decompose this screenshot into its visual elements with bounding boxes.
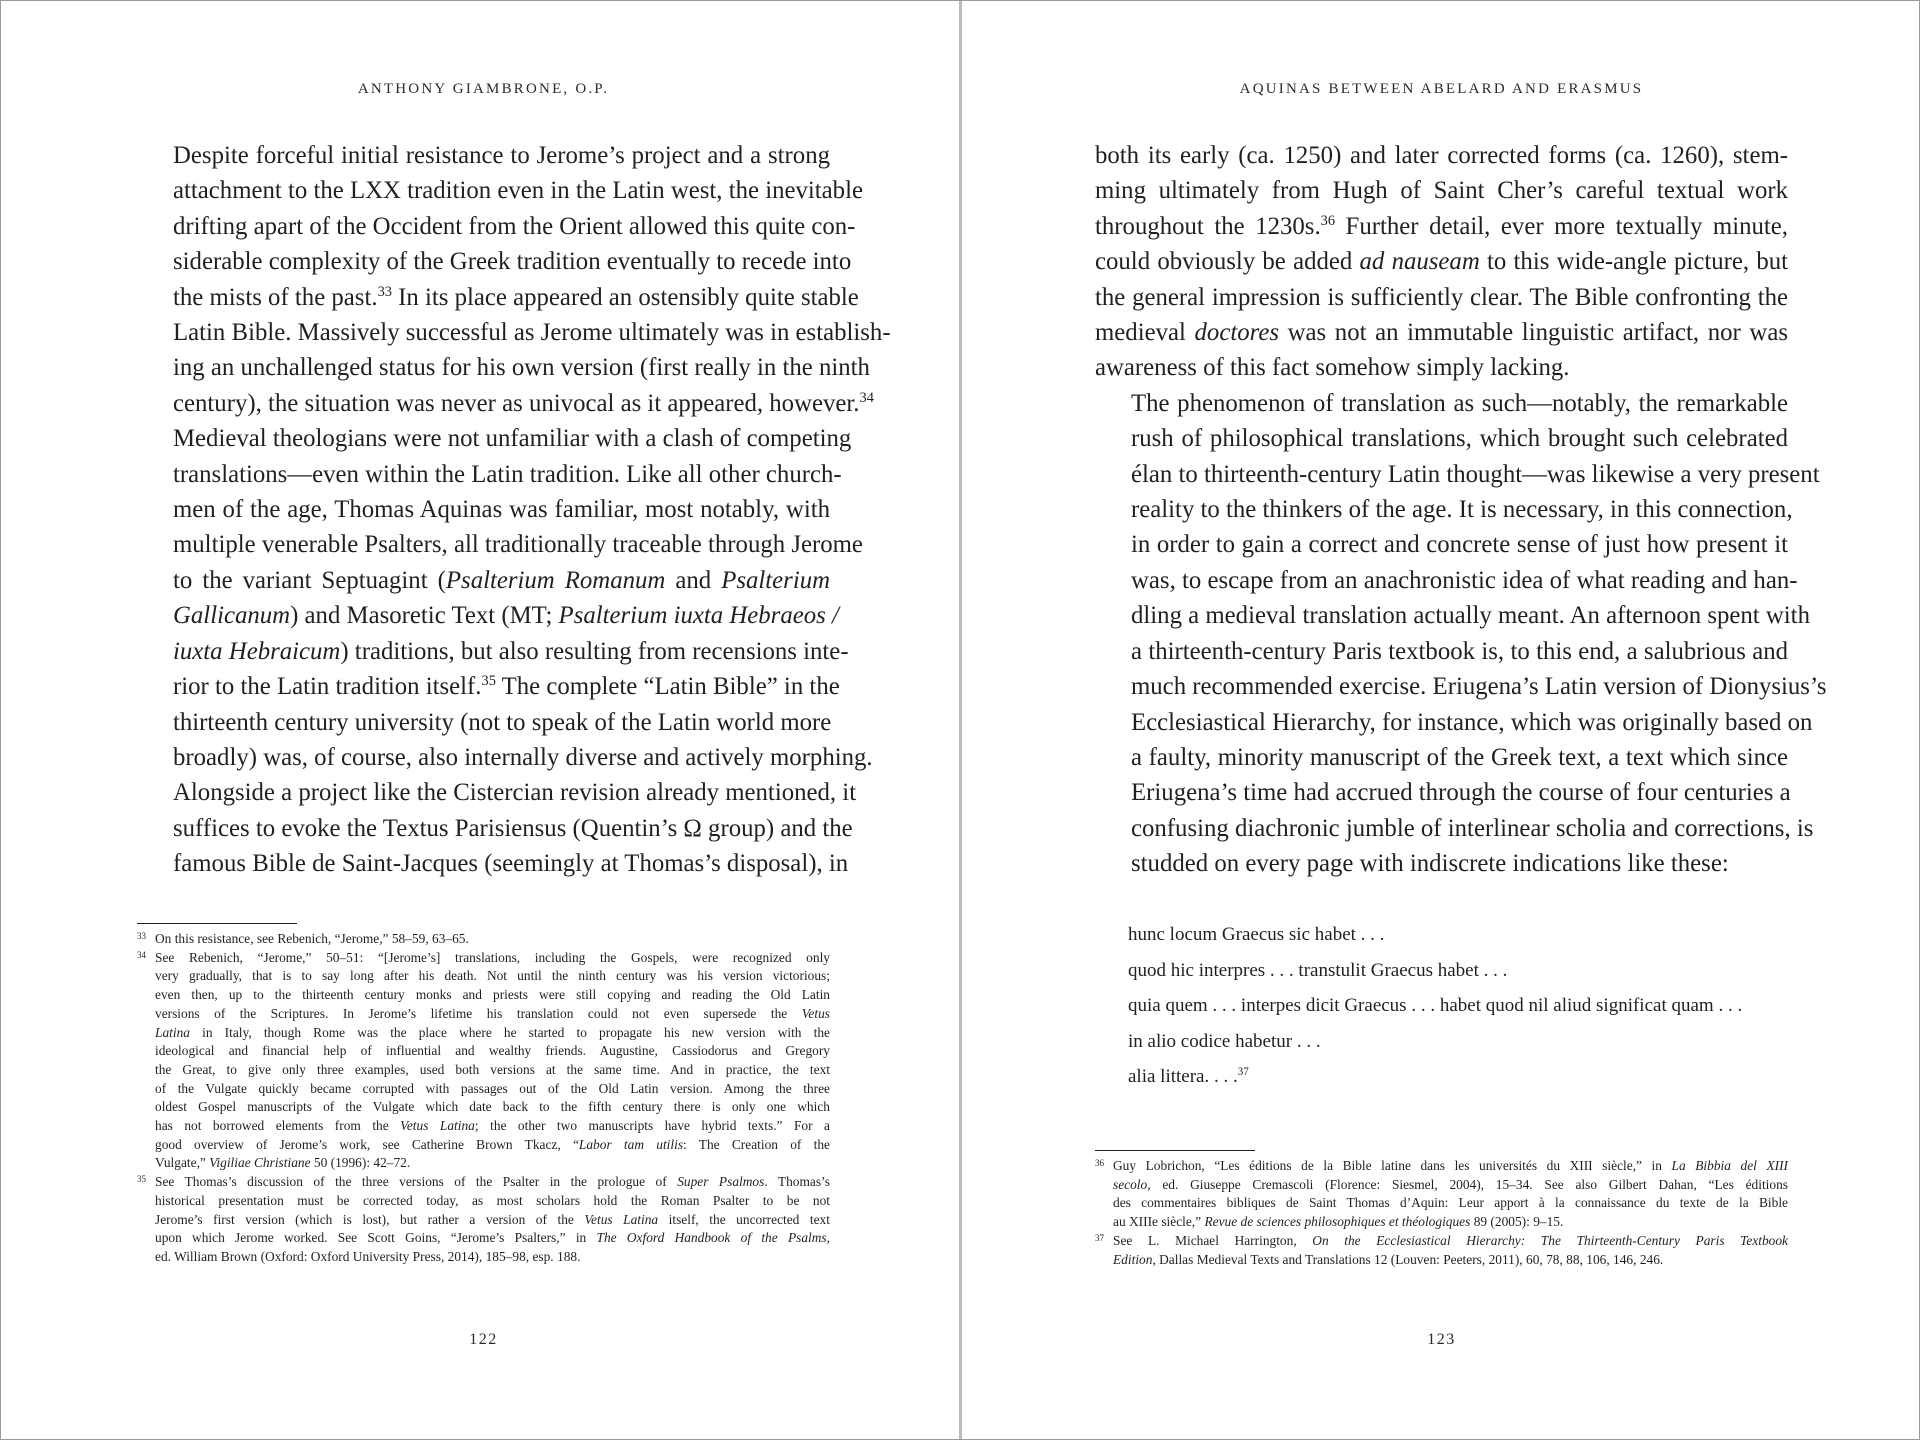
footnote-ref-36: 36 xyxy=(1320,212,1336,229)
text-line: siderable complexity of the Greek tradition eventually to recede into xyxy=(173,248,852,276)
page-number-right: 123 xyxy=(1427,1331,1456,1348)
text-line: élan to thirteenth-century Latin thought—was likewise a very present xyxy=(1131,460,1820,488)
footnotes-left xyxy=(137,930,830,1267)
footnotes-right xyxy=(1095,1157,1788,1269)
text-line: reality to the thinkers of the age. It is necessary, in this connection, xyxy=(1131,496,1793,524)
text-line: Medieval theologians were not unfamiliar with a clash of competing xyxy=(173,425,852,453)
page-number-left: 122 xyxy=(469,1331,498,1348)
text-line: confusing diachronic jumble of interlinear scholia and corrections, is xyxy=(1131,814,1814,842)
text-line: ing an unchallenged status for his own version (first really in the ninth xyxy=(173,354,870,382)
gutter xyxy=(959,1,962,1439)
text-line: both its early (ca. 1250) and later corrected forms (ca. 1260), stem- xyxy=(1095,142,1788,169)
text-line: much recommended exercise. Eriugena’s Latin version of Dionysius’s xyxy=(1131,673,1827,701)
right-page xyxy=(1095,1,1827,1439)
text-line: ming ultimately from Hugh of Saint Cher’s careful textual work xyxy=(1095,177,1788,205)
quote-line: quia quem . . . interpes dicit Graecus . . . habet quod nil aliud significat quam . . . xyxy=(1128,995,1743,1017)
text-line: a faulty, minority manuscript of the Greek text, a text which since xyxy=(1131,743,1788,771)
left-page xyxy=(137,1,891,1439)
text-line: Gallicanum) and Masoretic Text (MT; Psalterium iuxta Hebraeos / xyxy=(173,602,839,630)
text-line: dling a medieval translation actually meant. An afternoon spent with xyxy=(1131,602,1810,630)
running-head-left: ANTHONY GIAMBRONE, O.P. xyxy=(357,81,610,97)
quote-line: in alio codice habetur . . . xyxy=(1128,1030,1321,1052)
text-line: Alongside a project like the Cistercian revision already mentioned, it xyxy=(173,779,857,807)
text-line: to the variant Septuagint (Psalterium Romanum and Psalterium xyxy=(173,566,831,594)
footnote-ref-33: 33 xyxy=(377,283,392,300)
text-line: throughout the 1230s.$^{36}$ Further detail, ever more textually minute, xyxy=(1095,212,1788,240)
footnote-rule xyxy=(1095,1150,1255,1151)
text-line: translations—even within the Latin tradition. Like all other church- xyxy=(173,460,842,488)
running-head-right: AQUINAS BETWEEN ABELARD AND ERASMUS xyxy=(1239,81,1644,97)
text-line: broadly) was, of course, also internally diverse and actively morphing. xyxy=(173,743,873,771)
text-line: the general impression is sufficiently clear. The Bible confronting the xyxy=(1095,283,1788,311)
text-line: rior to the Latin tradition itself.$^{35}$ The complete “Latin Bible” in the xyxy=(173,673,840,701)
text-line: multiple venerable Psalters, all traditionally traceable through Jerome xyxy=(173,531,863,559)
text-line: famous Bible de Saint-Jacques (seemingly at Thomas’s disposal), in xyxy=(173,850,849,878)
footnote-37: 37 See L. Michael Harrington, On the Ecclesiastical Hierarchy: The Thirteenth-Century Paris Textbook Edition, Dallas Medieval Texts and Translations 12 (Louven: Peeters, 2011), 60, 78, 88, 106, 146, 246. xyxy=(1095,1232,1788,1267)
quote-line: alia littera. . . .$^{37}$ xyxy=(1128,1066,1249,1088)
text-line: men of the age, Thomas Aquinas was familiar, most notably, with xyxy=(173,496,830,524)
text-line: medieval doctores was not an immutable linguistic artifact, nor was xyxy=(1095,319,1788,347)
text-line: awareness of this fact somehow simply lacking. xyxy=(1095,354,1570,382)
text-line: attachment to the LXX tradition even in the Latin west, the inevitable xyxy=(173,177,863,205)
text-line: iuxta Hebraicum) traditions, but also resulting from recensions inte- xyxy=(173,637,849,665)
left-body-text xyxy=(137,138,891,882)
footnote-33: 33 On this resistance, see Rebenich, “Jerome,” 58–59, 63–65. xyxy=(137,931,469,946)
right-body-text xyxy=(1095,138,1827,882)
text-line: Ecclesiastical Hierarchy, for instance, which was originally based on xyxy=(1131,708,1813,736)
text-line: The phenomenon of translation as such—notably, the remarkable xyxy=(1131,389,1788,417)
footnote-ref-37: 37 xyxy=(1237,1066,1249,1079)
text-line: Eriugena’s time had accrued through the course of four centuries a xyxy=(1131,779,1791,807)
quote-line: quod hic interpres . . . transtulit Graecus habet . . . xyxy=(1128,959,1508,981)
footnote-34: 34 See Rebenich, “Jerome,” 50–51: “[Jerome’s] translations, including the Gospels, were recognized only very gradually, that is to say long after his death. Not until the ninth century was his version victorious; even then, up to the thirteenth century monks and priests were still copying and reading the Old Latin versions of the Scriptures. In Jerome’s lifetime his translation could not even supersede the Vetus Latina in Italy, though Rome was the place where he started to propagate his new version with the ideological and financial help of influential and wealthy friends. Augustine, Cassiodorus and Gregory the Great, to give only three examples, used both versions at the same time. And in practice, the text of the Vulgate quickly became corrupted with passages out of the Old Latin version. Among the three oldest Gospel manuscripts of the Vulgate which date back to the fifth century there is only one which has not borrowed elements from the Vetus Latina; the other two manuscripts have hybrid texts.” For a good overview of Jerome’s work, see Catherine Brown Tkacz, “Labor tam utilis: The Creation of the Vulgate,” Vigiliae Christiane 50 (1996): 42–72. xyxy=(137,949,830,1171)
footnote-36: 36 Guy Lobrichon, “Les éditions de la Bible latine dans les universités du XIII siècle,” in La Bibbia del XIII secolo, ed. Giuseppe Cremascoli (Florence: Siesmel, 2004), 15–34. See also Gilbert Dahan, “Les éditions des commentaires bibliques de Saint Thomas d’Aquin: Leur apport à la connaissance du texte de la Bible au XIIIe siècle,” Revue de sciences philosophiques et théologiques 89 (2005): 9–15. xyxy=(1095,1158,1789,1230)
footnote-ref-34: 34 xyxy=(859,389,874,406)
text-line: century), the situation was never as univocal as it appeared, however.$^{34}$ xyxy=(173,389,874,417)
quote-line: hunc locum Graecus sic habet . . . xyxy=(1128,924,1385,945)
footnote-rule xyxy=(137,923,297,924)
text-line: in order to gain a correct and concrete sense of just how present it xyxy=(1131,531,1788,559)
text-line: could obviously be added ad nauseam to this wide-angle picture, but xyxy=(1095,248,1789,276)
text-line: drifting apart of the Occident from the Orient allowed this quite con- xyxy=(173,212,856,240)
text-line: Latin Bible. Massively successful as Jerome ultimately was in establish- xyxy=(173,319,891,347)
text-line: rush of philosophical translations, which brought such celebrated xyxy=(1131,425,1788,453)
text-line: thirteenth century university (not to speak of the Latin world more xyxy=(173,708,832,736)
text-line: studded on every page with indiscrete indications like these: xyxy=(1131,850,1729,878)
text-line: the mists of the past.$^{33}$ In its place appeared an ostensibly quite stable xyxy=(173,283,859,311)
text-line: Despite forceful initial resistance to Jerome’s project and a strong xyxy=(173,142,830,169)
text-line: a thirteenth-century Paris textbook is, to this end, a salubrious and xyxy=(1131,637,1788,665)
text-line: was, to escape from an anachronistic idea of what reading and han- xyxy=(1131,566,1798,594)
footnote-ref-35: 35 xyxy=(481,673,496,690)
block-quote xyxy=(1128,917,1788,1095)
text-line: suffices to evoke the Textus Parisiensus (Quentin’s Ω group) and the xyxy=(173,814,853,842)
footnote-35: 35 See Thomas’s discussion of the three versions of the Psalter in the prologue of Super Psalmos. Thomas’s historical presentation must be corrected today, as most scholars hold the Roman Psalter to be not Jerome’s first version (which is lost), but rather a version of the Vetus Latina itself, the uncorrected text upon which Jerome worked. See Scott Goins, “Jerome’s Psalters,” in The Oxford Handbook of the Psalms, ed. William Brown (Oxford: Oxford University Press, 2014), 185–98, esp. 188. xyxy=(137,1174,831,1264)
